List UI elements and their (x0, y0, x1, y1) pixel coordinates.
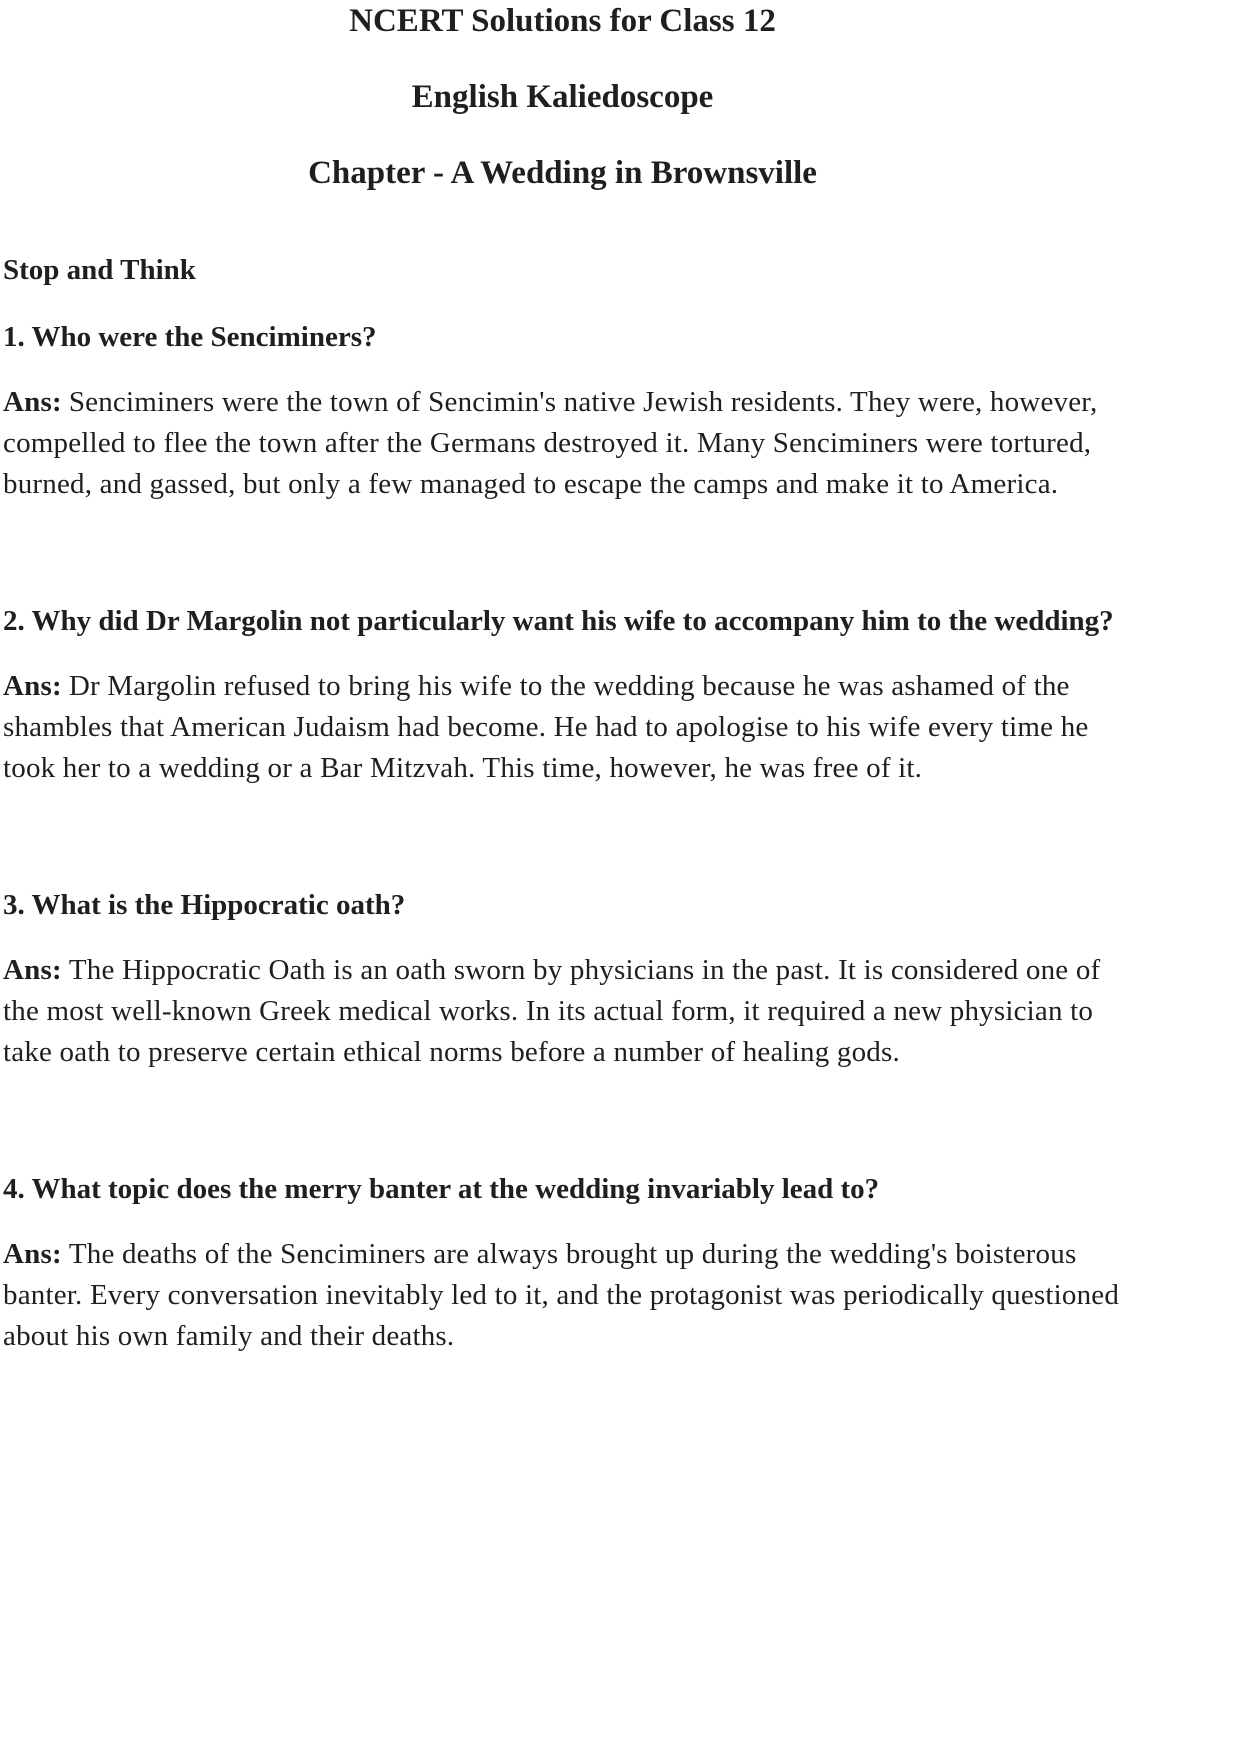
document-header (3, 2, 1122, 192)
section-heading: Stop and Think (3, 254, 196, 286)
question-2: 2. Why did Dr Margolin not particularly want his wife to accompany him to the wedding? (3, 605, 1114, 637)
question-4: 4. What topic does the merry banter at the wedding invariably lead to? (3, 1173, 880, 1205)
answer-3-text: The Hippocratic Oath is an oath sworn by physicians in the past. It is considered one of the most well-known Greek medical works. In its actual form, it required a new physician to take oath to preserve certain ethical norms before a number of healing gods. (3, 954, 1101, 1068)
qa-block-3 (3, 885, 1122, 1073)
answer-3-label: Ans: (3, 954, 62, 986)
document-title-line-2: English Kaliedoscope (411, 79, 714, 115)
answer-1-label: Ans: (3, 386, 62, 418)
answer-1-text: Senciminers were the town of Sencimin's native Jewish residents. They were, however, compelled to flee the town after the Germans destroyed it. Many Senciminers were tortured, burned, and gassed, but only a few managed to escape the camps and make it to America. (3, 386, 1098, 500)
question-3: 3. What is the Hippocratic oath? (3, 889, 406, 921)
document-title-line-3: Chapter - A Wedding in Brownsville (308, 155, 817, 191)
document-title-line-1: NCERT Solutions for Class 12 (349, 3, 776, 39)
answer-4-text: The deaths of the Senciminers are always brought up during the wedding's boisterous banter. Every conversation inevitably led to it, and the protagonist was periodically questioned about his own family and their deaths. (3, 1238, 1120, 1352)
answer-4-label: Ans: (3, 1238, 62, 1270)
question-1: 1. Who were the Senciminers? (3, 321, 377, 353)
answer-3 (3, 950, 1122, 1073)
answer-2 (3, 666, 1122, 789)
answer-1 (3, 382, 1122, 505)
answer-2-text: Dr Margolin refused to bring his wife to the wedding because he was ashamed of the shambles that American Judaism had become. He had to apologise to his wife every time he took her to a wedding or a Bar Mitzvah. This time, however, he was free of it. (3, 670, 1089, 784)
qa-block-2 (3, 601, 1122, 789)
qa-block-1 (3, 317, 1122, 505)
qa-block-4 (3, 1169, 1122, 1357)
answer-2-label: Ans: (3, 670, 62, 702)
answer-4 (3, 1234, 1122, 1357)
